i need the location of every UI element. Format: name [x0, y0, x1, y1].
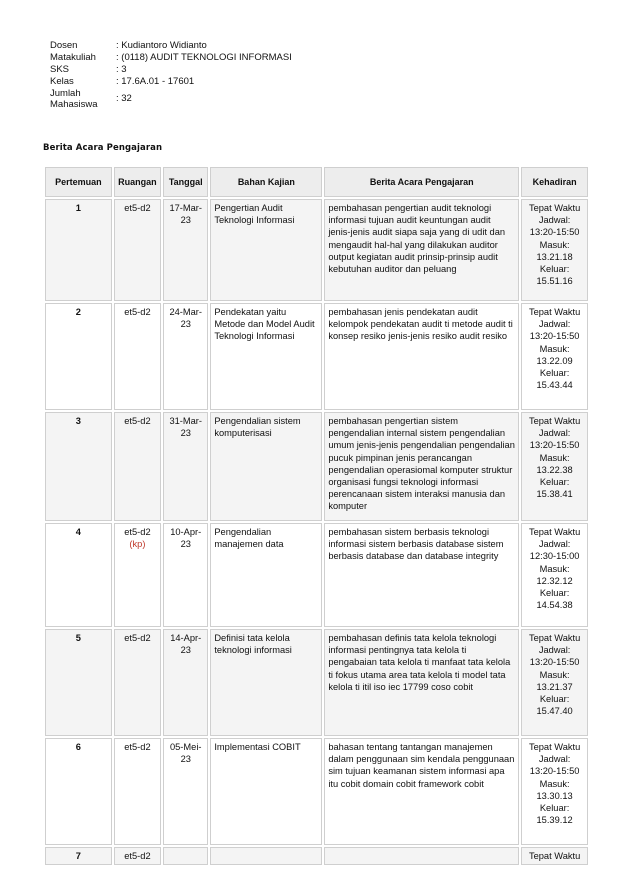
check-in-label: Masuk: [539, 669, 570, 680]
description: bahasan tentang tantangan manajemen dalam penggunaan sim kendala penggunaan sim tujuan keamanan sistem informasi apa itu cobit domain cobit framework cobit [324, 738, 519, 845]
room-cell [114, 199, 161, 301]
header-meeting: Pertemuan [45, 167, 112, 197]
info-value: : 17.6A.01 - 17601 [116, 76, 195, 87]
description [324, 847, 519, 865]
attendance-cell [521, 629, 588, 736]
topic: Implementasi COBIT [210, 738, 322, 845]
attendance-cell [521, 412, 588, 521]
info-value: : 3 [116, 64, 127, 75]
check-out-time: 15.43.44 [536, 380, 573, 391]
topic: Pengertian Audit Teknologi Informasi [210, 199, 322, 301]
schedule-label: Jadwal: [538, 319, 571, 330]
section-title: Berita Acara Pengajaran [43, 143, 163, 153]
schedule-time: 13:20-15:50 [529, 766, 580, 777]
info-row-students [50, 88, 292, 110]
info-row-credits [50, 64, 292, 76]
attendance-cell [521, 738, 588, 845]
date: 17-Mar-23 [163, 199, 208, 301]
schedule-label: Jadwal: [538, 539, 571, 550]
table-header-row [45, 167, 588, 197]
attendance-status: Tepat Waktu [528, 527, 581, 537]
room-cell [114, 847, 161, 865]
schedule-time: 13:20-15:50 [529, 227, 580, 238]
check-in-time: 13.22.09 [536, 355, 573, 366]
topic: Definisi tata kelola teknologi informasi [210, 629, 322, 736]
meeting-number: 2 [45, 303, 112, 410]
attendance-cell [521, 199, 588, 301]
info-value: : (0118) AUDIT TEKNOLOGI INFORMASI [116, 52, 292, 63]
table-row [45, 523, 588, 627]
schedule-time: 13:20-15:50 [529, 331, 580, 342]
attendance-status: Tepat Waktu [528, 742, 581, 752]
schedule-time: 12:30-15:00 [529, 551, 580, 562]
date [163, 847, 208, 865]
date: 24-Mar-23 [163, 303, 208, 410]
date: 05-Mei-23 [163, 738, 208, 845]
description: pembahasan pengertian audit teknologi informasi tujuan audit keuntungan audit jenis-jenis audit siapa saja yang di udit dan mengaudit hal-hal yang dilakukan auditor output kegiatan audit prinsip-prinsip audit kebutuhan auditor dan peluang [324, 199, 519, 301]
room-cell [114, 629, 161, 736]
check-in-label: Masuk: [539, 563, 570, 574]
info-value: : 32 [116, 93, 132, 104]
description: pembahasan pengertian sistem pengendalian internal sistem pengendalian umum jenis-jenis pengendalian pengendalian pucuk pimpinan jenis perancangan pengendalian operasiomal komputer struktur organisasi fungsi teknologi informasi perencanaan sistem interaksi manusia dan komputer [324, 412, 519, 521]
check-out-time: 15.39.12 [536, 815, 573, 826]
header-attendance: Kehadiran [521, 167, 588, 197]
attendance-cell [521, 303, 588, 410]
room-note: (kp) [129, 539, 146, 550]
table-row [45, 629, 588, 736]
table-row [45, 412, 588, 521]
info-row-class [50, 76, 292, 88]
check-in-label: Masuk: [539, 452, 570, 463]
room: et5-d2 [124, 416, 151, 426]
date: 14-Apr-23 [163, 629, 208, 736]
check-out-time: 15.47.40 [536, 706, 573, 717]
meeting-number: 3 [45, 412, 112, 521]
attendance-status: Tepat Waktu [528, 633, 581, 643]
header-topic: Bahan Kajian [210, 167, 322, 197]
attendance-status: Tepat Waktu [528, 851, 581, 861]
topic [210, 847, 322, 865]
check-out-label: Keluar: [539, 588, 570, 599]
schedule-label: Jadwal: [538, 428, 571, 439]
meeting-number: 5 [45, 629, 112, 736]
topic: Pengendalian sistem komputerisasi [210, 412, 322, 521]
check-in-label: Masuk: [539, 343, 570, 354]
check-in-time: 13.22.38 [536, 464, 573, 475]
room: et5-d2 [124, 203, 151, 213]
info-label: SKS [50, 64, 70, 75]
room: et5-d2 [124, 307, 151, 317]
check-out-label: Keluar: [539, 694, 570, 705]
teaching-record-table [43, 165, 590, 867]
check-in-time: 13.30.13 [536, 790, 573, 801]
info-label: Kelas [50, 76, 74, 87]
meeting-number: 7 [45, 847, 112, 865]
topic: Pendekatan yaitu Metode dan Model Audit Teknologi Informasi [210, 303, 322, 410]
meeting-number: 6 [45, 738, 112, 845]
header-room: Ruangan [114, 167, 161, 197]
meeting-number: 4 [45, 523, 112, 627]
table-row [45, 303, 588, 410]
check-out-label: Keluar: [539, 477, 570, 488]
check-in-label: Masuk: [539, 778, 570, 789]
info-label: Dosen [50, 40, 78, 51]
schedule-label: Jadwal: [538, 645, 571, 656]
check-in-time: 13.21.18 [536, 251, 573, 262]
topic: Pengendalian manajemen data [210, 523, 322, 627]
description: pembahasan definis tata kelola teknologi informasi pentingnya tata kelola ti pengabaian tata kelola ti manfaat tata kelola ti fokus utama area tata kelola ti model tata kelola ti itil iso iec 17799 coso cobit [324, 629, 519, 736]
info-value: : Kudiantoro Widianto [116, 40, 207, 51]
check-out-time: 14.54.38 [536, 600, 573, 611]
meeting-number: 1 [45, 199, 112, 301]
check-out-label: Keluar: [539, 264, 570, 275]
check-out-time: 15.38.41 [536, 489, 573, 500]
room-cell [114, 738, 161, 845]
info-row-course [50, 52, 292, 64]
room: et5-d2 [124, 742, 151, 752]
check-out-label: Keluar: [539, 368, 570, 379]
description: pembahasan sistem berbasis teknologi informasi sistem berbasis database sistem berbasis database dan database integrity [324, 523, 519, 627]
header-description: Berita Acara Pengajaran [324, 167, 519, 197]
header-date: Tanggal [163, 167, 208, 197]
attendance-status: Tepat Waktu [528, 203, 581, 213]
room-cell [114, 523, 161, 627]
schedule-time: 13:20-15:50 [529, 440, 580, 451]
info-row-lecturer [50, 40, 292, 52]
attendance-cell [521, 523, 588, 627]
table-row [45, 847, 588, 865]
table-row [45, 199, 588, 301]
schedule-label: Jadwal: [538, 754, 571, 765]
check-out-time: 15.51.16 [536, 276, 573, 287]
schedule-time: 13:20-15:50 [529, 657, 580, 668]
info-label: Jumlah Mahasiswa [50, 88, 98, 110]
room: et5-d2 [124, 851, 151, 861]
date: 10-Apr-23 [163, 523, 208, 627]
info-label: Matakuliah [50, 52, 96, 63]
room-cell [114, 303, 161, 410]
room: et5-d2 [124, 633, 151, 643]
attendance-status: Tepat Waktu [528, 416, 581, 426]
attendance-cell [521, 847, 588, 865]
table-row [45, 738, 588, 845]
date: 31-Mar-23 [163, 412, 208, 521]
check-in-label: Masuk: [539, 239, 570, 250]
room-cell [114, 412, 161, 521]
teaching-record-table-container [43, 165, 590, 861]
schedule-label: Jadwal: [538, 215, 571, 226]
check-in-time: 12.32.12 [536, 575, 573, 586]
room: et5-d2 [124, 527, 151, 537]
attendance-status: Tepat Waktu [528, 307, 581, 317]
description: pembahasan jenis pendekatan audit kelompok pendekatan audit ti metode audit ti konsep resiko jenis-jenis resiko audit resiko [324, 303, 519, 410]
check-in-time: 13.21.37 [536, 681, 573, 692]
check-out-label: Keluar: [539, 803, 570, 814]
course-info [50, 40, 292, 110]
